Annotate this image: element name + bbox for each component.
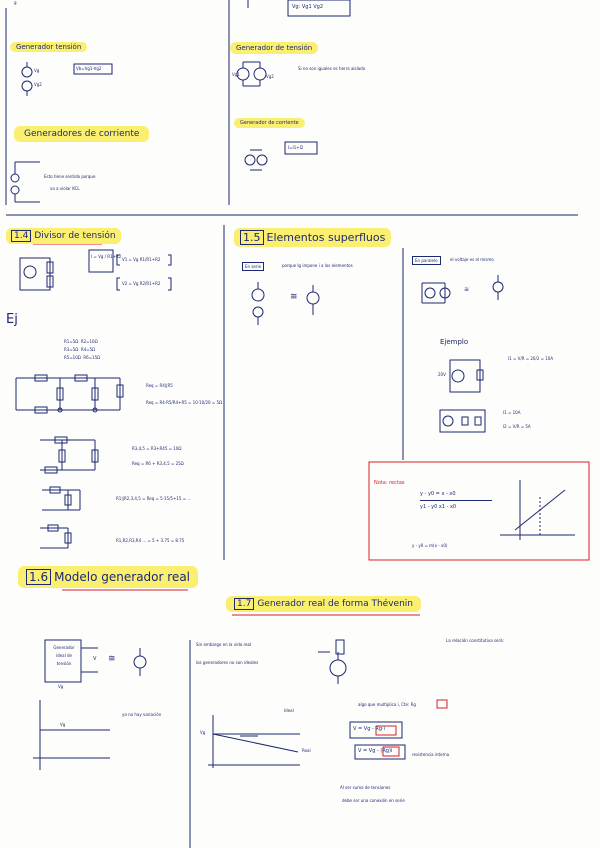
s14-ej-label: Ej	[6, 312, 18, 327]
gen-corriente-title: Generadores de corriente	[14, 126, 149, 142]
s14-formula-2: V1 = Vg R1/R1+R2	[122, 257, 161, 262]
r-value: R6=15Ω	[83, 355, 101, 360]
s15-en-serie-note: porque Ig impone i a los elementos	[282, 263, 353, 268]
s15-ej-i: I1 = V/R = 20/2 = 10A	[508, 356, 554, 361]
section-1-5-heading	[234, 228, 391, 247]
gen-tension-left-formula: Vb=Vg1-Vg2	[76, 66, 102, 71]
s16-note: ya no hay variación	[122, 712, 162, 717]
top-right-box-text: Vg: Vg1 Vg2	[292, 4, 324, 10]
approx-equal-icon: ≅	[290, 292, 298, 302]
section-1-5-title: Elementos superfluos	[266, 231, 386, 244]
s15-ej-v1: 20V	[438, 372, 446, 377]
gen-corriente-right-formula: I=I1+I2	[288, 145, 304, 150]
s17-eq-2: V = Vg - (Rg)i	[358, 748, 393, 754]
s14-formula-1: I = Vg / R1+R2	[91, 254, 122, 259]
s17-eq-1: V = Vg - Rg·i	[353, 726, 385, 732]
gen-corriente-note-1: Esto tiene sentido porque	[44, 174, 96, 179]
s14-eq-1: Req = R4||R5	[146, 383, 173, 388]
gen-corriente-right-title: Generador de corriente	[234, 118, 305, 128]
s15-ej-i3: I2 = V/R = 5A	[503, 424, 531, 429]
section-1-4-number: 1.4	[11, 230, 31, 242]
s14-eq-3: R3,4,5 = R3+R45 = 10Ω	[132, 446, 182, 451]
section-1-7-title: Generador real de forma Thévenin	[257, 599, 413, 609]
s17-note-1: Sin embargo en la vida real	[196, 642, 252, 647]
s16-box-line: Generador	[53, 645, 75, 650]
s14-eq-2: Req = R4·R5/R4+R5 = 10·10/20 = 5Ω	[146, 400, 223, 405]
nota-formula-top: y - y0 = x - x0	[420, 491, 456, 497]
r-value: R2=10Ω	[80, 339, 98, 344]
section-1-4-heading	[6, 228, 121, 244]
top-left-label: g	[14, 0, 17, 5]
s17-note-2: los generadores no son ideales	[196, 660, 259, 665]
section-1-6-heading	[18, 566, 198, 588]
gen-tension-left-v2: Vg2	[34, 82, 42, 87]
section-1-6-title: Modelo generador real	[54, 570, 191, 584]
s14-resistor-values	[64, 338, 100, 362]
s16-label-vg: Vg	[58, 684, 64, 689]
gen-tension-left-title: Generador tensión	[10, 42, 87, 52]
s17-conclusion-2: debe ser una conexión en serie	[342, 798, 405, 803]
s14-formula-3: V2 = Vg R2/R1+R2	[122, 281, 161, 286]
r-value: R4=5Ω	[80, 347, 96, 352]
gen-tension-left-v1: Vg	[34, 68, 40, 73]
s17-relacion: La relación constitutiva será:	[446, 638, 504, 643]
nota-eq: y - y0 = m(x - x0)	[412, 543, 448, 548]
approx-equal-icon: ≅	[108, 654, 116, 664]
nota-fraction-bar	[420, 500, 492, 501]
s16-label-v: V	[93, 656, 97, 662]
gen-corriente-note-2: va a violar KCL	[50, 186, 80, 191]
s14-eq-6: R1,R2,R3,R4 ... = 5 + 3.75 = 8.75	[116, 538, 185, 543]
s17-graph-real: Real	[302, 748, 311, 753]
nota-formula-bottom: y1 - y0 x1 - x0	[420, 504, 457, 510]
s17-resist-interna: resistencia interna	[412, 752, 450, 757]
nota-title: Nota: rectas	[374, 480, 405, 486]
section-1-7-heading	[226, 596, 421, 612]
s16-box-line: tensión	[56, 661, 72, 666]
s16-box-text	[48, 644, 80, 668]
gen-tension-right-title: Generador de tensión	[230, 42, 318, 54]
section-1-6-number: 1.6	[26, 569, 51, 585]
s15-en-serie: En serie	[242, 262, 264, 271]
s17-graph-ideal: Ideal	[284, 708, 294, 713]
s15-parallel-eq: ≅	[464, 286, 470, 293]
section-1-5-number: 1.5	[240, 230, 264, 245]
s15-en-paralelo: En paralelo	[412, 256, 441, 265]
s15-en-paralelo-note: el voltaje es el mismo	[450, 257, 494, 262]
s17-algo: algo que multiplica i, Cte: Rg	[358, 702, 416, 707]
s14-eq-5: R1||R2,3,4,5 = Req = 5·15/5+15 = ...	[116, 496, 192, 501]
s16-box-line: ideal de	[56, 653, 72, 658]
gen-tension-right-v1: Vg1	[232, 72, 240, 77]
r-value: R5=10Ω	[64, 355, 81, 360]
s14-eq-4: Req = R6 + R3,4,5 = 25Ω	[132, 461, 184, 466]
section-1-4-title: Divisor de tensión	[34, 231, 116, 241]
s15-ej-i2: I1 = 10A	[503, 410, 521, 415]
gen-tension-right-note: Si no son iguales es tierra aislado	[298, 66, 366, 71]
gen-tension-right-v2: Vg2	[266, 74, 274, 79]
r-value: R3=5Ω	[64, 347, 79, 352]
s17-conclusion-1: Al ser suma de tensiones	[340, 785, 391, 790]
s17-graph-vg: Vg	[200, 730, 206, 735]
s16-graph-label: Vg	[60, 722, 66, 727]
s15-ejemplo: Ejemplo	[440, 338, 469, 346]
section-1-7-number: 1.7	[234, 598, 254, 610]
r-value: R1=5Ω	[64, 339, 79, 344]
